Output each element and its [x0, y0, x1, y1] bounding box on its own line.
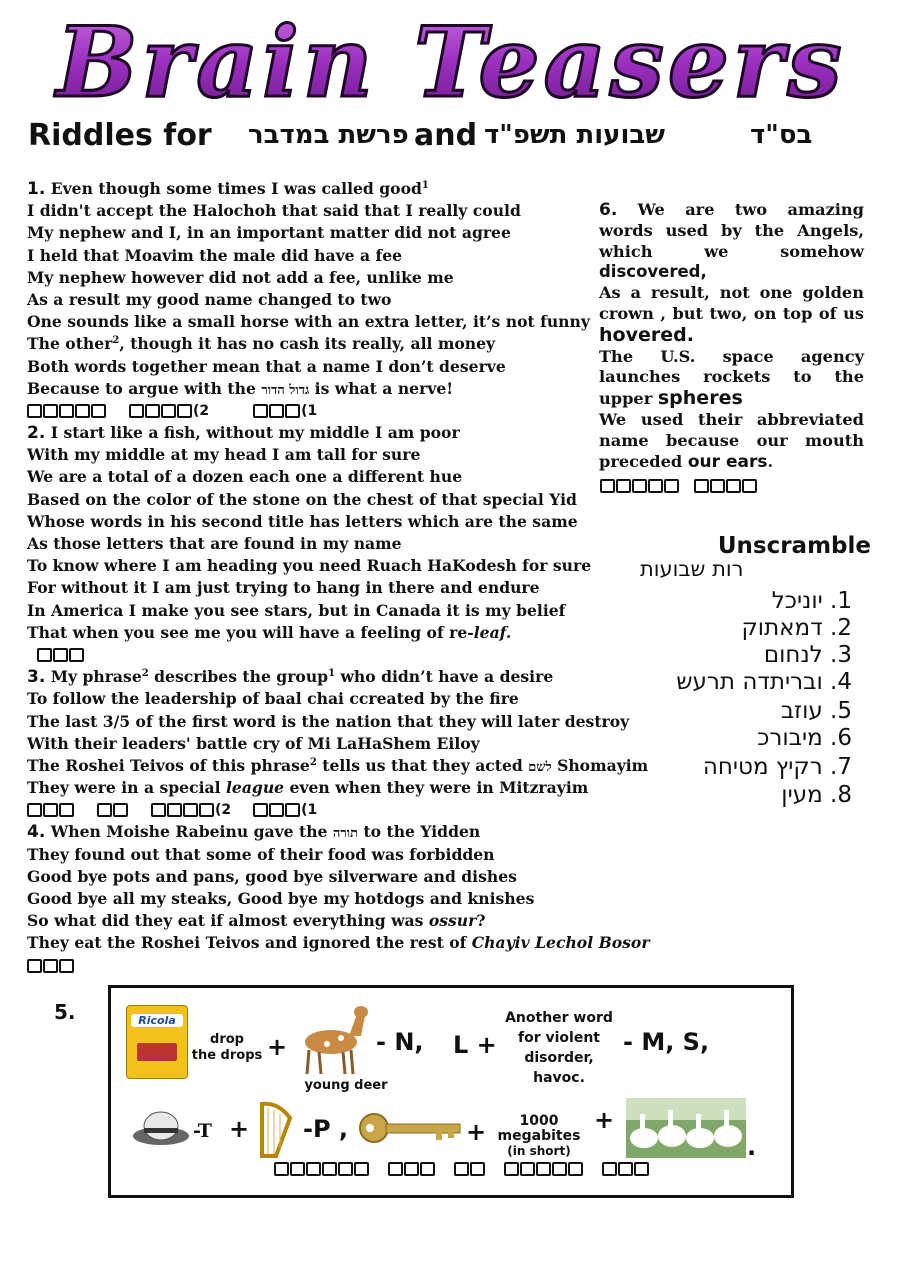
page-title: [0, 4, 901, 119]
riddle-2-line: [27, 422, 617, 444]
unscramble-item-4: 4. ובריתדה תרעש: [676, 669, 852, 695]
answer-box[interactable]: [634, 1162, 649, 1176]
answer-box[interactable]: [177, 404, 192, 418]
answer-box[interactable]: [27, 959, 42, 973]
answer-box[interactable]: [420, 1162, 435, 1176]
answer-box[interactable]: [27, 404, 42, 418]
answer-boxes-3[interactable]: [27, 799, 617, 821]
answer-box[interactable]: [53, 648, 68, 662]
hebrew-text: לשם: [528, 759, 552, 775]
unscramble-title: Unscramble: [717, 533, 871, 559]
riddle-text: As a result, not one golden crown , but two, on top of us: [599, 283, 864, 323]
riddle-text: They eat the Roshei Teivos and ignored the rest of: [27, 933, 472, 953]
answer-box[interactable]: [151, 803, 166, 817]
answer-box[interactable]: [470, 1162, 485, 1176]
answer-box[interactable]: [285, 404, 300, 418]
riddle-number: 6.: [599, 200, 618, 220]
hebrew-text: תורה: [332, 826, 359, 842]
riddle-emphasis: discovered,: [599, 262, 707, 282]
harp-image: [256, 1098, 296, 1160]
rebus-text: Another word: [505, 1010, 613, 1026]
drop-the-drops-label: [191, 1032, 263, 1064]
shavuos-label: שבועות תשפ"ד: [484, 120, 665, 150]
answer-box[interactable]: [454, 1162, 469, 1176]
riddle-number: 1.: [27, 179, 46, 199]
riddle-text: to the Yidden: [358, 822, 481, 842]
riddle-text: The other: [27, 334, 113, 354]
riddle-text: When Moishe Rabeinu gave the: [45, 822, 333, 842]
riddle-text: So what did they eat if almost everything was: [27, 911, 429, 931]
megabites-label: [489, 1114, 589, 1159]
riddle-4-line: [27, 821, 617, 843]
riddle-4-line: [27, 910, 617, 932]
answer-box[interactable]: [285, 803, 300, 817]
answer-box[interactable]: [602, 1162, 617, 1176]
minus-t: -T: [193, 1120, 212, 1142]
answer-box[interactable]: [69, 648, 84, 662]
riddle-italic: league: [225, 778, 285, 798]
riddle-text: Because to argue with the: [27, 378, 262, 398]
answer-box[interactable]: [648, 479, 663, 493]
answer-box[interactable]: [59, 959, 74, 973]
key-image: [356, 1108, 466, 1148]
rebus-text: for violent: [518, 1030, 600, 1046]
riddle-text: We are two amazing words used by the Angels, which we somehow: [599, 200, 864, 261]
answer-box[interactable]: [253, 404, 268, 418]
minus-m-s: - M, S,: [623, 1028, 710, 1056]
plus-sign: +: [267, 1033, 288, 1061]
answer-boxes-1[interactable]: [27, 400, 617, 422]
answer-box[interactable]: [269, 404, 284, 418]
answer-box[interactable]: [568, 1162, 583, 1176]
riddle-text: They were in a special: [27, 778, 226, 798]
riddle-3-line: To follow the leadership of baal chai ccreated by the fire: [27, 689, 519, 709]
unscramble-item-8: 8. מעין: [781, 782, 852, 808]
riddle-2-line: Based on the color of the stone on the chest of that special Yid: [27, 489, 577, 509]
answer-box[interactable]: [306, 1162, 321, 1176]
answer-box[interactable]: [91, 404, 106, 418]
riddle-4-line: They found out that some of their food was forbidden: [27, 844, 495, 864]
header-line: [28, 118, 878, 158]
riddle-number: 3.: [27, 667, 46, 688]
riddle-1-line: One sounds like a small horse with an extra letter, it’s not funny: [27, 312, 590, 332]
riddle-5-number: 5.: [54, 1000, 76, 1024]
riddle-text: Even though some times I was called good: [50, 179, 422, 198]
riddle-text: I start like a fish, without my middle I am poor: [45, 423, 460, 443]
unscramble-item-7: 7. רקיץ מטיחה: [702, 754, 852, 780]
answer-box[interactable]: [167, 803, 182, 817]
answer-box[interactable]: [552, 1162, 567, 1176]
hat-image: [131, 1106, 191, 1148]
answer-boxes-6[interactable]: [600, 478, 758, 500]
minus-p: -P ,: [303, 1115, 349, 1143]
ricola-candy-image: [126, 1005, 188, 1079]
riddle-text: even when they were in Mitzrayim: [284, 778, 589, 798]
riddle-2-line: We are a total of a dozen each one a different hue: [27, 467, 463, 487]
answer-box[interactable]: [600, 479, 615, 493]
riddle-1-line: I held that Moavim the male did have a fee: [27, 245, 403, 265]
answer-box[interactable]: [253, 803, 268, 817]
answer-box[interactable]: [632, 479, 647, 493]
ricola-label: Ricola: [131, 1014, 183, 1027]
unscramble-subtitle: רות שבועות: [640, 557, 744, 581]
answer-box[interactable]: [274, 1162, 289, 1176]
riddle-italic: ossur: [428, 911, 477, 931]
riddle-text: , though it has no cash its really, all money: [119, 334, 496, 354]
riddle-1-line: [27, 333, 617, 355]
answer-boxes-5[interactable]: [274, 1161, 650, 1183]
answer-box[interactable]: [322, 1162, 337, 1176]
answer-box[interactable]: [664, 479, 679, 493]
answer-box[interactable]: [43, 959, 58, 973]
riddle-text: The Roshei Teivos of this phrase: [27, 755, 310, 775]
riddle-2-line: In America I make you see stars, but in Canada it is my belief: [27, 600, 566, 620]
riddle-2-line: To know where I am heading you need Ruach HaKodesh for sure: [27, 556, 592, 576]
parsha-label: פרשת במדבר: [248, 120, 409, 150]
riddle-3-line: [27, 777, 617, 799]
riddle-1-line: [27, 178, 617, 200]
riddle-emphasis: hovered.: [599, 323, 694, 346]
riddle-text: ?: [476, 911, 486, 931]
box-label: (2: [193, 402, 210, 419]
young-deer-image: [291, 998, 371, 1078]
superscript: 2: [112, 335, 120, 347]
answer-box[interactable]: [354, 1162, 369, 1176]
answer-box[interactable]: [694, 479, 709, 493]
rebus-text: - N: [376, 1028, 415, 1056]
answer-box[interactable]: [536, 1162, 551, 1176]
unscramble-item-6: 6. מיבורכ: [757, 725, 852, 751]
plus-sign: +: [229, 1115, 250, 1143]
answer-boxes-2[interactable]: [27, 644, 617, 666]
riddle-emphasis: spheres: [657, 387, 743, 410]
answer-box[interactable]: [113, 803, 128, 817]
answer-box[interactable]: [183, 803, 198, 817]
hebrew-text: גדול הדור: [261, 382, 310, 398]
riddle-2-line: Whose words in his second title has letters which are the same: [27, 511, 578, 531]
riddle-4-line: Good bye all my steaks, Good bye my hotdogs and knishes: [27, 889, 535, 908]
young-deer-label: young deer: [304, 1078, 388, 1093]
rebus-text: the drops: [191, 1048, 263, 1063]
superscript: 2: [141, 667, 149, 679]
answer-box[interactable]: [520, 1162, 535, 1176]
plus-sign: +: [466, 1118, 487, 1146]
answer-box[interactable]: [199, 803, 214, 817]
riddle-1-line: Both words together mean that a name I don’t deserve: [27, 356, 506, 376]
unscramble-section: [640, 533, 880, 581]
riddle-number: 2.: [27, 423, 46, 444]
unscramble-item-1: 1. יוניכל: [771, 588, 852, 614]
answer-box[interactable]: [388, 1162, 403, 1176]
riddle-2-line: For without it I am just trying to hang in there and endure: [27, 578, 540, 598]
rebus-text: disorder,: [524, 1050, 594, 1066]
answer-box[interactable]: [404, 1162, 419, 1176]
riddle-2-line: With my middle at my head I am tall for sure: [27, 445, 421, 465]
unscramble-item-3: 3. לנחום: [763, 642, 852, 668]
answer-box[interactable]: [145, 404, 160, 418]
answer-box[interactable]: [290, 1162, 305, 1176]
riddle-text: The U.S. space agency launches rockets to the upper: [599, 346, 864, 409]
riddle-2-line: As those letters that are found in my name: [27, 534, 402, 553]
answer-box[interactable]: [37, 648, 52, 662]
unscramble-item-2: 2. דמאתוק: [741, 615, 852, 641]
answer-box[interactable]: [43, 404, 58, 418]
answer-box[interactable]: [129, 404, 144, 418]
unscramble-item-5: 5. עוזב: [780, 698, 852, 724]
minus-n: [376, 1028, 424, 1056]
answer-box[interactable]: [710, 479, 725, 493]
rebus-box: [108, 985, 794, 1198]
riddle-text: Shomayim: [551, 755, 649, 775]
answer-box[interactable]: [59, 404, 74, 418]
riddle-emphasis: our ears: [687, 451, 768, 472]
bsd-label: בס"ד: [750, 120, 813, 150]
box-label: (1: [301, 802, 318, 819]
riddle-1-line: My nephew however did not add a fee, unlike me: [27, 267, 454, 287]
rebus-text: havoc.: [533, 1070, 585, 1086]
answer-box[interactable]: [27, 803, 42, 817]
riddle-italic: leaf.: [473, 622, 512, 642]
answer-boxes-4[interactable]: [27, 955, 617, 977]
answer-box[interactable]: [161, 404, 176, 418]
answer-box[interactable]: [59, 803, 74, 817]
superscript: 2: [309, 756, 317, 768]
riddle-4-line: Good bye pots and pans, good bye silverware and dishes: [27, 866, 517, 886]
rebus-text: (in short): [507, 1144, 571, 1158]
riddle-1-line: As a result my good name changed to two: [27, 289, 392, 309]
answer-box[interactable]: [269, 803, 284, 817]
answer-box[interactable]: [504, 1162, 519, 1176]
another-word-label: [494, 1008, 624, 1088]
riddle-6: [599, 200, 864, 472]
unscramble-list: [640, 588, 852, 818]
period: .: [747, 1133, 757, 1161]
riddle-2-line: [27, 622, 617, 644]
riddle-3-line: [27, 755, 649, 777]
riddle-text: .: [767, 451, 774, 471]
riddle-text: tells us that they acted: [316, 755, 529, 775]
box-label: (2: [215, 802, 232, 819]
riddle-4-line: [27, 932, 650, 954]
riddle-1-line: [27, 378, 617, 400]
riddle-text: That when you see me you will have a feeling of re-: [27, 622, 474, 642]
answer-box[interactable]: [75, 404, 90, 418]
riddle-text: We used their abbreviated name because our mouth preceded: [599, 409, 864, 471]
riddle-3-line: [27, 666, 617, 688]
rebus-text: megabites: [497, 1128, 581, 1144]
riddle-1-line: I didn't accept the Halochoh that said that I really could: [27, 201, 521, 221]
answer-box[interactable]: [338, 1162, 353, 1176]
answer-box[interactable]: [726, 479, 741, 493]
answer-box[interactable]: [742, 479, 757, 493]
riddle-3-line: With their leaders' battle cry of Mi LaHaShem Eiloy: [27, 733, 480, 753]
answer-box[interactable]: [616, 479, 631, 493]
riddle-italic: Chayiv Lechol Bosor: [471, 933, 650, 953]
box-label: (1: [301, 402, 318, 419]
rebus-text: ,: [414, 1028, 424, 1056]
riddle-number: 4.: [27, 822, 46, 843]
riddle-text: who didn’t have a desire: [335, 667, 554, 687]
plus-sign: +: [594, 1106, 615, 1134]
riddle-1-line: My nephew and I, in an important matter did not agree: [27, 223, 511, 243]
and-label: and: [414, 118, 478, 153]
title-text: Brain Teasers: [55, 6, 846, 119]
rebus-text: 1000: [519, 1113, 559, 1129]
riddle-text: describes the group: [148, 667, 329, 687]
riddle-3-line: The last 3/5 of the first word is the nation that they will later destroy: [27, 711, 630, 731]
answer-box[interactable]: [43, 803, 58, 817]
answer-box[interactable]: [618, 1162, 633, 1176]
geese-image: [626, 1098, 746, 1158]
answer-box[interactable]: [97, 803, 112, 817]
rebus-text: drop: [210, 1032, 244, 1047]
riddle-text: is what a nerve!: [309, 378, 454, 398]
riddle-text: My phrase: [45, 667, 142, 687]
superscript: 1: [421, 179, 429, 191]
l-plus: L +: [453, 1031, 497, 1059]
riddles-for-label: Riddles for: [28, 118, 212, 153]
superscript: 1: [328, 667, 336, 679]
